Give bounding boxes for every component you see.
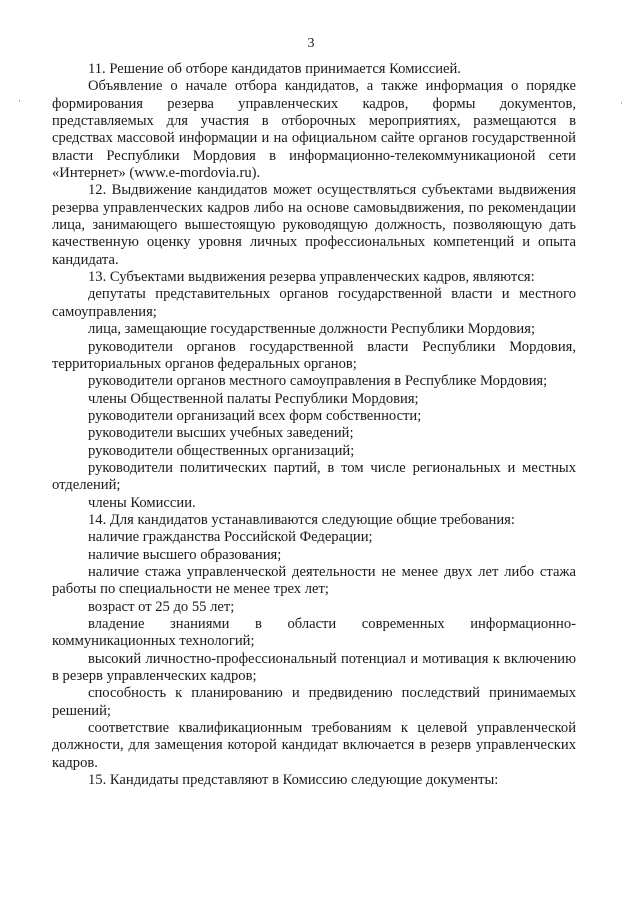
paragraph-14: 14. Для кандидатов устанавливаются следующие общие требования: <box>88 511 515 528</box>
paragraph-13: 13. Субъектами выдвижения резерва управленческих кадров, являются: <box>88 269 535 286</box>
list-item: руководители органов местного самоуправления в Республике Мордовия; <box>88 373 548 390</box>
list-item: способность к планированию и предвидению последствий принимаемых решений; <box>52 685 576 719</box>
list-item: руководители общественных организаций; <box>88 442 355 459</box>
document-body <box>52 61 576 789</box>
list-item: руководители высших учебных заведений; <box>88 425 354 442</box>
scan-speck: · <box>18 96 21 106</box>
list-item: соответствие квалификационным требованиям к целевой управленческой должности, для замещения которой кандидат включается в резерв управленческих кадров. <box>52 720 576 771</box>
list-item: члены Общественной палаты Республики Мордовия; <box>88 390 419 407</box>
list-item: владение знаниями в области современных информационно-коммуникационных технологий; <box>52 616 576 650</box>
paragraph-12: 12. Выдвижение кандидатов может осуществляться субъектами выдвижения резерва управленческих кадров либо на основе самовыдвижения, по рекомендации лица, занимающего вышестоящую руководящую должность, позволяющую дать качественную оценку уровня личных профессиональных компетенций и опыта кандидата. <box>52 182 576 268</box>
list-item: возраст от 25 до 55 лет; <box>88 598 235 615</box>
list-item: лица, замещающие государственные должности Республики Мордовия; <box>88 321 535 338</box>
scan-speck: · <box>620 98 623 108</box>
paragraph-11: 11. Решение об отборе кандидатов принимается Комиссией. <box>88 61 461 77</box>
list-item: руководители органов государственной власти Республики Мордовия, территориальных органов федеральных органов; <box>52 338 576 372</box>
list-item: руководители политических партий, в том числе региональных и местных отделений; <box>52 459 576 494</box>
list-item: наличие высшего образования; <box>88 546 282 563</box>
list-item: наличие стажа управленческой деятельности не менее двух лет либо стажа работы по специальности не менее трех лет; <box>52 563 576 598</box>
list-item: высокий личностно-профессиональный потенциал и мотивация к включению в резерв управленческих кадров; <box>52 650 576 685</box>
paragraph-15: 15. Кандидаты представляют в Комиссию следующие документы: <box>88 772 499 789</box>
list-item: депутаты представительных органов государственной власти и местного самоуправления; <box>52 286 576 320</box>
list-item: руководители организаций всех форм собственности; <box>88 407 422 424</box>
paragraph-announcement: Объявление о начале отбора кандидатов, а также информация о порядке формирования резерва управленческих кадров, формы документов, представляемых для участия в отборочных мероприятиях, размещаются в средствах массовой информации и на официальном сайте органов государственной власти Республики Мордовия в информационно-телекоммуникационой сети «Интернет» (www.e-mordovia.ru). <box>52 78 576 182</box>
page-number: 3 <box>307 36 315 51</box>
list-item: члены Комиссии. <box>88 494 196 511</box>
list-item: наличие гражданства Российской Федерации; <box>88 529 373 546</box>
